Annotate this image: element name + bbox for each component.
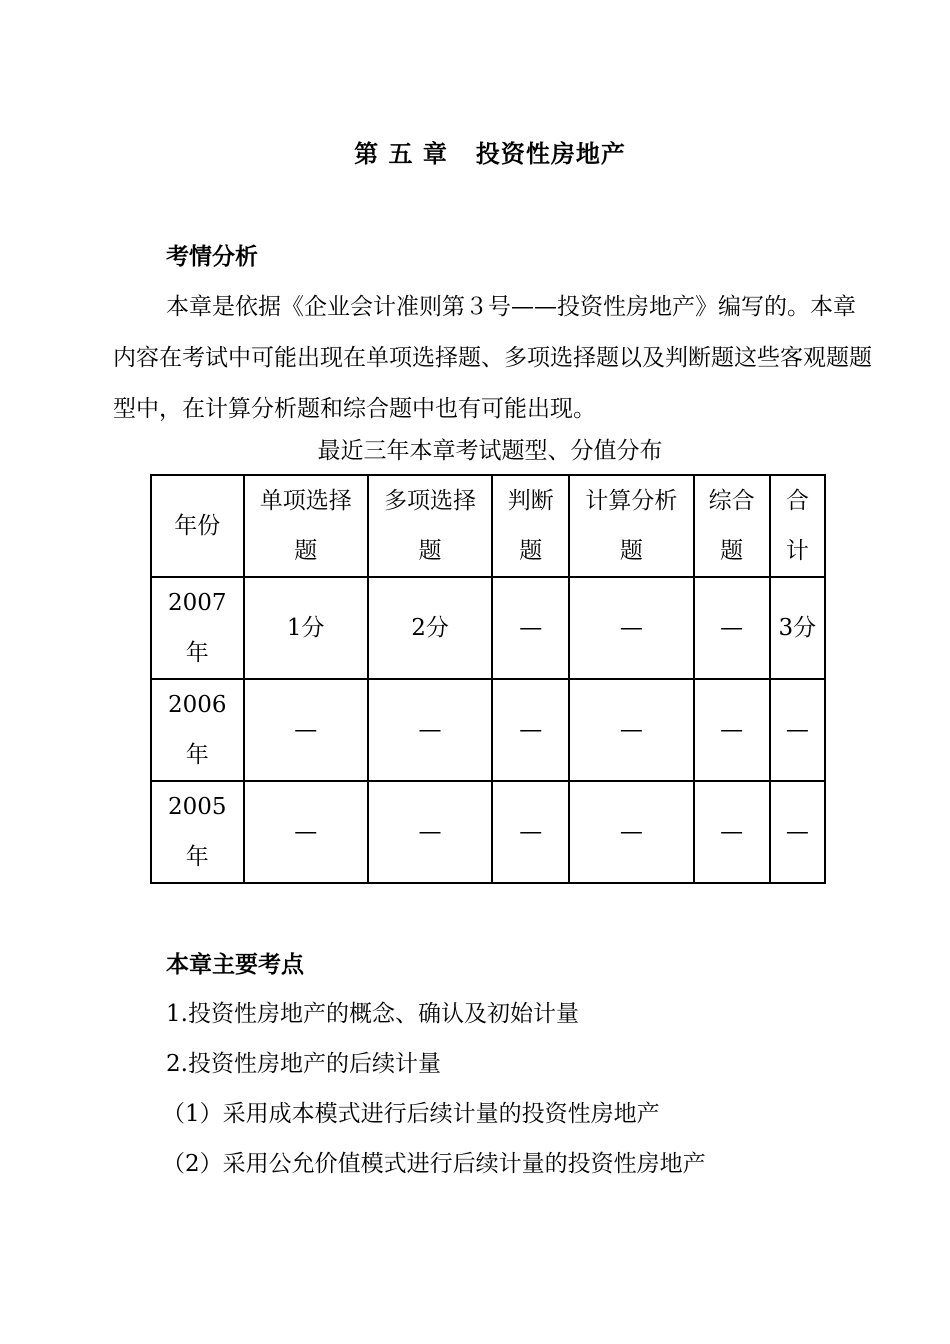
table-row <box>151 577 825 679</box>
table-cell: — <box>569 781 693 883</box>
table-cell: — <box>492 577 569 679</box>
score-distribution-table <box>150 474 826 884</box>
key-point-item: 2.投资性房地产的后续计量 <box>166 1051 441 1077</box>
table-cell: — <box>694 781 770 883</box>
table-cell: — <box>694 577 770 679</box>
table-cell: — <box>770 679 825 781</box>
table-cell: — <box>368 781 492 883</box>
header-cell: 多项选择题 <box>368 475 492 577</box>
table-cell: — <box>244 781 368 883</box>
table-cell: — <box>492 679 569 781</box>
key-point-item: （1）采用成本模式进行后续计量的投资性房地产 <box>162 1101 660 1127</box>
table-cell: — <box>244 679 368 781</box>
analysis-heading: 考情分析 <box>166 244 258 270</box>
table-cell: 1分 <box>244 577 368 679</box>
header-cell: 判断题 <box>492 475 569 577</box>
key-points-heading: 本章主要考点 <box>166 952 304 978</box>
header-cell: 年份 <box>151 475 244 577</box>
table-cell: — <box>569 679 693 781</box>
table-cell: — <box>569 577 693 679</box>
header-cell: 合计 <box>770 475 825 577</box>
table-cell: — <box>368 679 492 781</box>
table-cell: — <box>694 679 770 781</box>
header-cell: 综合题 <box>694 475 770 577</box>
table-cell: — <box>770 781 825 883</box>
table-row <box>151 781 825 883</box>
year-cell: 2006年 <box>151 679 244 781</box>
header-cell: 计算分析题 <box>569 475 693 577</box>
table-header-row <box>151 475 825 577</box>
analysis-paragraph <box>113 282 873 435</box>
year-cell: 2007年 <box>151 577 244 679</box>
key-point-item: （2）采用公允价值模式进行后续计量的投资性房地产 <box>162 1151 706 1177</box>
analysis-paragraph-text: 本章是依据《企业会计准则第３号——投资性房地产》编写的。本章内容在考试中可能出现在单项选择题、多项选择题以及判断题这些客观题题型中，在计算分析题和综合题中也有可能出现。 <box>113 294 872 422</box>
table-row <box>151 679 825 781</box>
table-cell: — <box>492 781 569 883</box>
table-cell: 3分 <box>770 577 825 679</box>
year-cell: 2005年 <box>151 781 244 883</box>
header-cell: 单项选择题 <box>244 475 368 577</box>
key-point-item: 1.投资性房地产的概念、确认及初始计量 <box>166 1001 579 1027</box>
table-caption: 最近三年本章考试题型、分值分布 <box>317 438 663 464</box>
table-cell: 2分 <box>368 577 492 679</box>
chapter-title: 第 五 章 投资性房地产 <box>354 140 626 168</box>
